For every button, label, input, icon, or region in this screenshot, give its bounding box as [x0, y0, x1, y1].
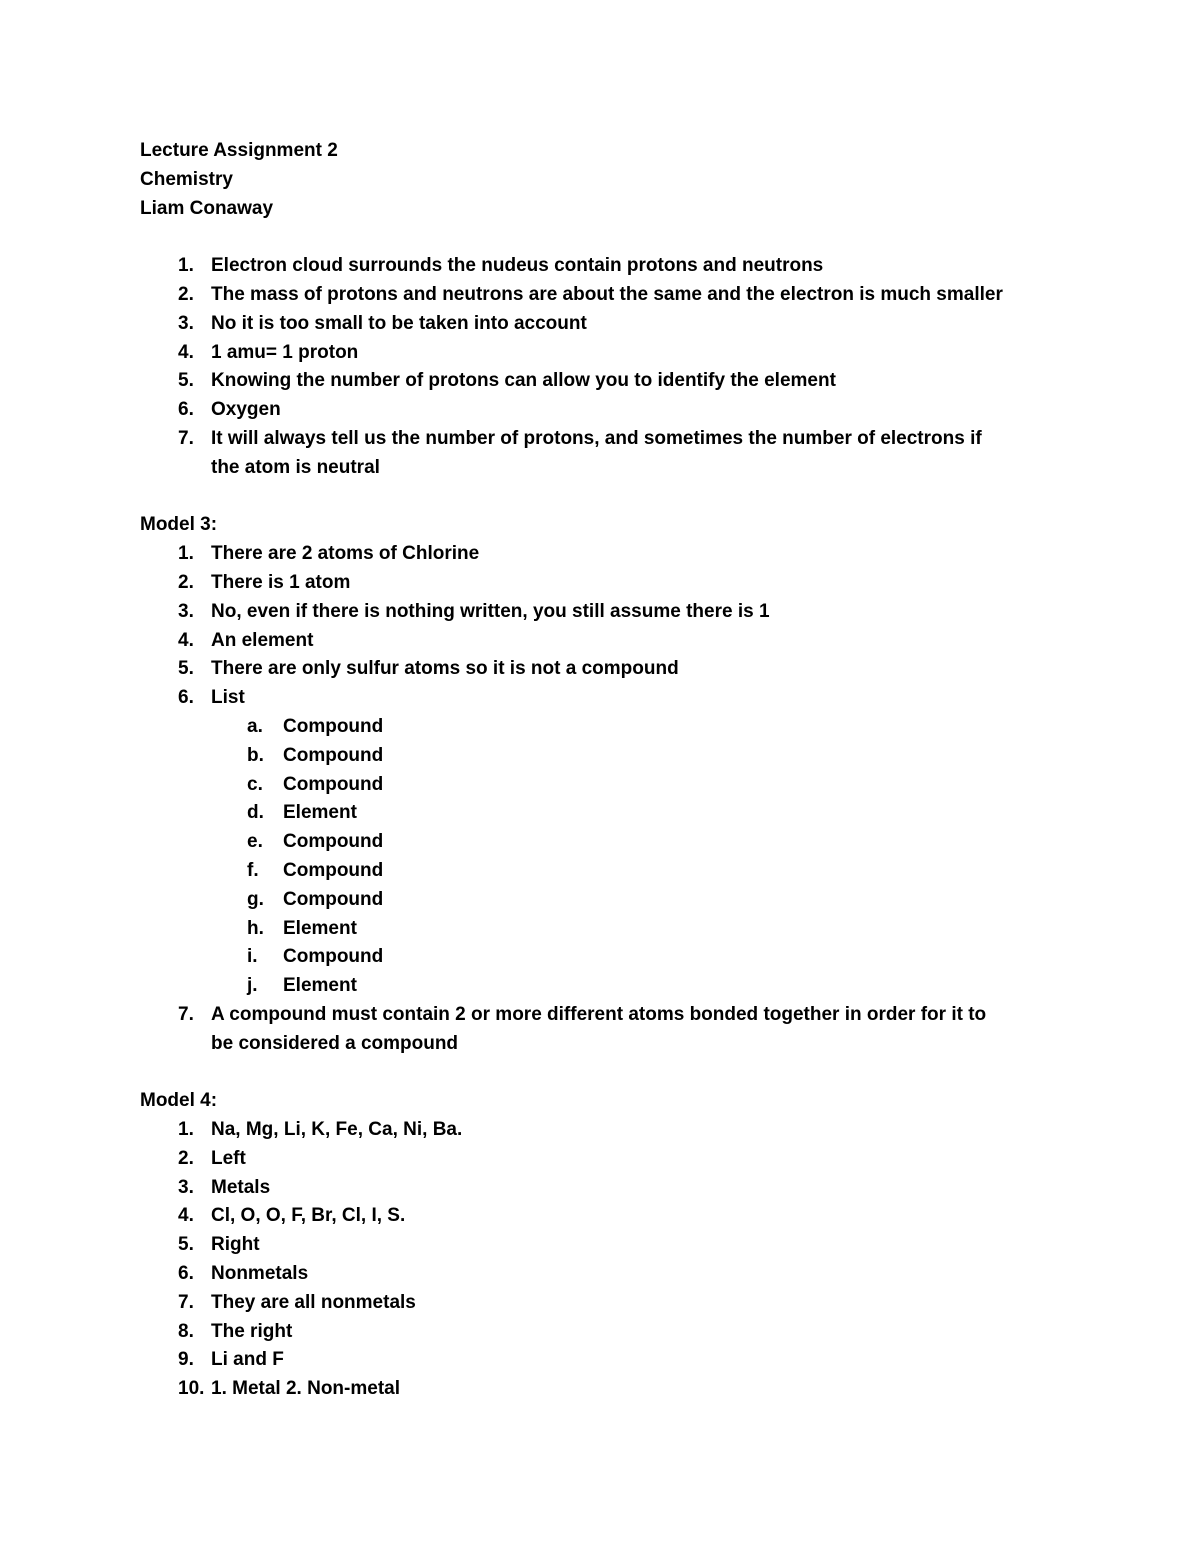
list-item: [178, 1231, 1170, 1260]
list-item-number: 4.: [178, 629, 194, 651]
list-item-number: 5.: [178, 1234, 194, 1256]
list-item-text: It will always tell us the number of protons, and sometimes the number of electrons if: [211, 427, 982, 449]
sublist-item-text: Element: [283, 975, 357, 997]
sublist-item-text: Compound: [283, 946, 384, 968]
list-item-text: Electron cloud surrounds the nudeus contain protons and neutrons: [211, 255, 824, 277]
list-item: [178, 425, 1170, 483]
list-item-text: Left: [211, 1147, 246, 1169]
list-item-number: 6.: [178, 399, 194, 421]
sublist-item: [247, 972, 1170, 1001]
list-item-text: The right: [211, 1320, 293, 1342]
list-item: [178, 367, 1170, 396]
sublist-item-letter: c.: [247, 773, 263, 795]
list-item: [178, 540, 1170, 569]
sublist-item-text: Compound: [283, 773, 384, 795]
list-item-text-wrap: the atom is neutral: [211, 456, 380, 478]
list-item-text: There are only sulfur atoms so it is not a compound: [211, 658, 679, 680]
list-item-number: 7.: [178, 1291, 194, 1313]
section-label-model-3: Model 3:: [140, 514, 218, 536]
list-item: [178, 252, 1170, 281]
sublist-item-text: Compound: [283, 744, 384, 766]
list-item-text: No it is too small to be taken into account: [211, 312, 587, 334]
list-item-number: 1.: [178, 255, 194, 277]
answer-list-1: [140, 252, 1170, 482]
blank-line: [140, 483, 1170, 512]
list-item: [178, 598, 1170, 627]
list-item: [178, 569, 1170, 598]
list-item: [178, 1375, 1170, 1404]
list-item: [178, 1116, 1170, 1145]
list-item-text: A compound must contain 2 or more different atoms bonded together in order for it to: [211, 1003, 987, 1025]
sublist-item-letter: e.: [247, 831, 263, 853]
list-item-text: No, even if there is nothing written, you still assume there is 1: [211, 600, 770, 622]
list-item: [178, 396, 1170, 425]
list-item-text: Na, Mg, Li, K, Fe, Ca, Ni, Ba.: [211, 1119, 463, 1141]
list-item: [178, 1289, 1170, 1318]
list-item-number: 7.: [178, 1003, 194, 1025]
sublist-item-text: Compound: [283, 888, 384, 910]
list-item-text: 1. Metal 2. Non-metal: [211, 1378, 400, 1400]
list-item-number: 8.: [178, 1320, 194, 1342]
list-item: [178, 1001, 1170, 1059]
sublist-item-letter: h.: [247, 917, 264, 939]
list-item-text: An element: [211, 629, 314, 651]
list-item-number: 10.: [178, 1378, 205, 1400]
list-item: [178, 627, 1170, 656]
list-item: [178, 1318, 1170, 1347]
list-item: [178, 655, 1170, 684]
sublist-item-text: Element: [283, 917, 357, 939]
list-item: [178, 339, 1170, 368]
list-item-text: Li and F: [211, 1349, 284, 1371]
list-item-text: 1 amu= 1 proton: [211, 341, 359, 363]
blank-line: [140, 223, 1170, 252]
list-item: [178, 1145, 1170, 1174]
sublist-item: [247, 943, 1170, 972]
list-item-number: 1.: [178, 543, 194, 565]
sublist-item-letter: d.: [247, 802, 264, 824]
sublist-item: [247, 713, 1170, 742]
list-item: [178, 1174, 1170, 1203]
sublist-item-letter: i.: [247, 946, 258, 968]
classification-sublist: [211, 713, 1170, 1001]
sublist-item-letter: j.: [247, 975, 258, 997]
list-item-text: List: [211, 687, 245, 709]
list-item: [178, 281, 1170, 310]
answer-list-model-4: [140, 1116, 1170, 1404]
list-item-number: 2.: [178, 571, 194, 593]
doc-subject: Chemistry: [140, 168, 233, 190]
doc-title: Lecture Assignment 2: [140, 140, 338, 161]
blank-line: [140, 1059, 1170, 1088]
answer-list-model-3: [140, 540, 1170, 1058]
list-item-text: Knowing the number of protons can allow you to identify the element: [211, 370, 836, 392]
sublist-item: [247, 828, 1170, 857]
list-item-number: 9.: [178, 1349, 194, 1371]
sublist-item-letter: a.: [247, 715, 263, 737]
list-item-number: 7.: [178, 427, 194, 449]
sublist-item-letter: g.: [247, 888, 264, 910]
list-item-number: 3.: [178, 312, 194, 334]
list-item-text: There are 2 atoms of Chlorine: [211, 543, 480, 565]
list-item-text: Oxygen: [211, 399, 281, 421]
list-item: [178, 1202, 1170, 1231]
list-item-text: Metals: [211, 1176, 271, 1198]
sublist-item-text: Compound: [283, 715, 384, 737]
sublist-item: [247, 771, 1170, 800]
sublist-item-text: Compound: [283, 831, 384, 853]
list-item-number: 5.: [178, 658, 194, 680]
list-item-number: 2.: [178, 283, 194, 305]
list-item: [178, 684, 1170, 1001]
list-item-number: 4.: [178, 1205, 194, 1227]
sublist-item: [247, 799, 1170, 828]
list-item-text: Nonmetals: [211, 1263, 309, 1285]
list-item-number: 6.: [178, 1263, 194, 1285]
list-item-text-wrap: be considered a compound: [211, 1032, 459, 1054]
section-label-model-4: Model 4:: [140, 1090, 218, 1112]
list-item: [178, 1260, 1170, 1289]
sublist-item: [247, 857, 1170, 886]
sublist-item: [247, 886, 1170, 915]
list-item-text: Cl, O, O, F, Br, Cl, I, S.: [211, 1205, 406, 1227]
sublist-item: [247, 742, 1170, 771]
list-item-number: 3.: [178, 600, 194, 622]
sublist-item: [247, 915, 1170, 944]
list-item: [178, 1346, 1170, 1375]
sublist-item-letter: f.: [247, 859, 259, 881]
sublist-item-text: Compound: [283, 859, 384, 881]
list-item-text: There is 1 atom: [211, 571, 351, 593]
list-item-number: 3.: [178, 1176, 194, 1198]
document-header: [140, 137, 1170, 223]
list-item-number: 1.: [178, 1119, 194, 1141]
list-item-number: 2.: [178, 1147, 194, 1169]
list-item: [178, 310, 1170, 339]
list-item-number: 4.: [178, 341, 194, 363]
doc-author: Liam Conaway: [140, 197, 274, 219]
list-item-number: 5.: [178, 370, 194, 392]
list-item-number: 6.: [178, 687, 194, 709]
list-item-text: Right: [211, 1234, 260, 1256]
list-item-text: They are all nonmetals: [211, 1291, 416, 1313]
sublist-item-text: Element: [283, 802, 357, 824]
list-item-text: The mass of protons and neutrons are about the same and the electron is much smaller: [211, 283, 1003, 305]
sublist-item-letter: b.: [247, 744, 264, 766]
